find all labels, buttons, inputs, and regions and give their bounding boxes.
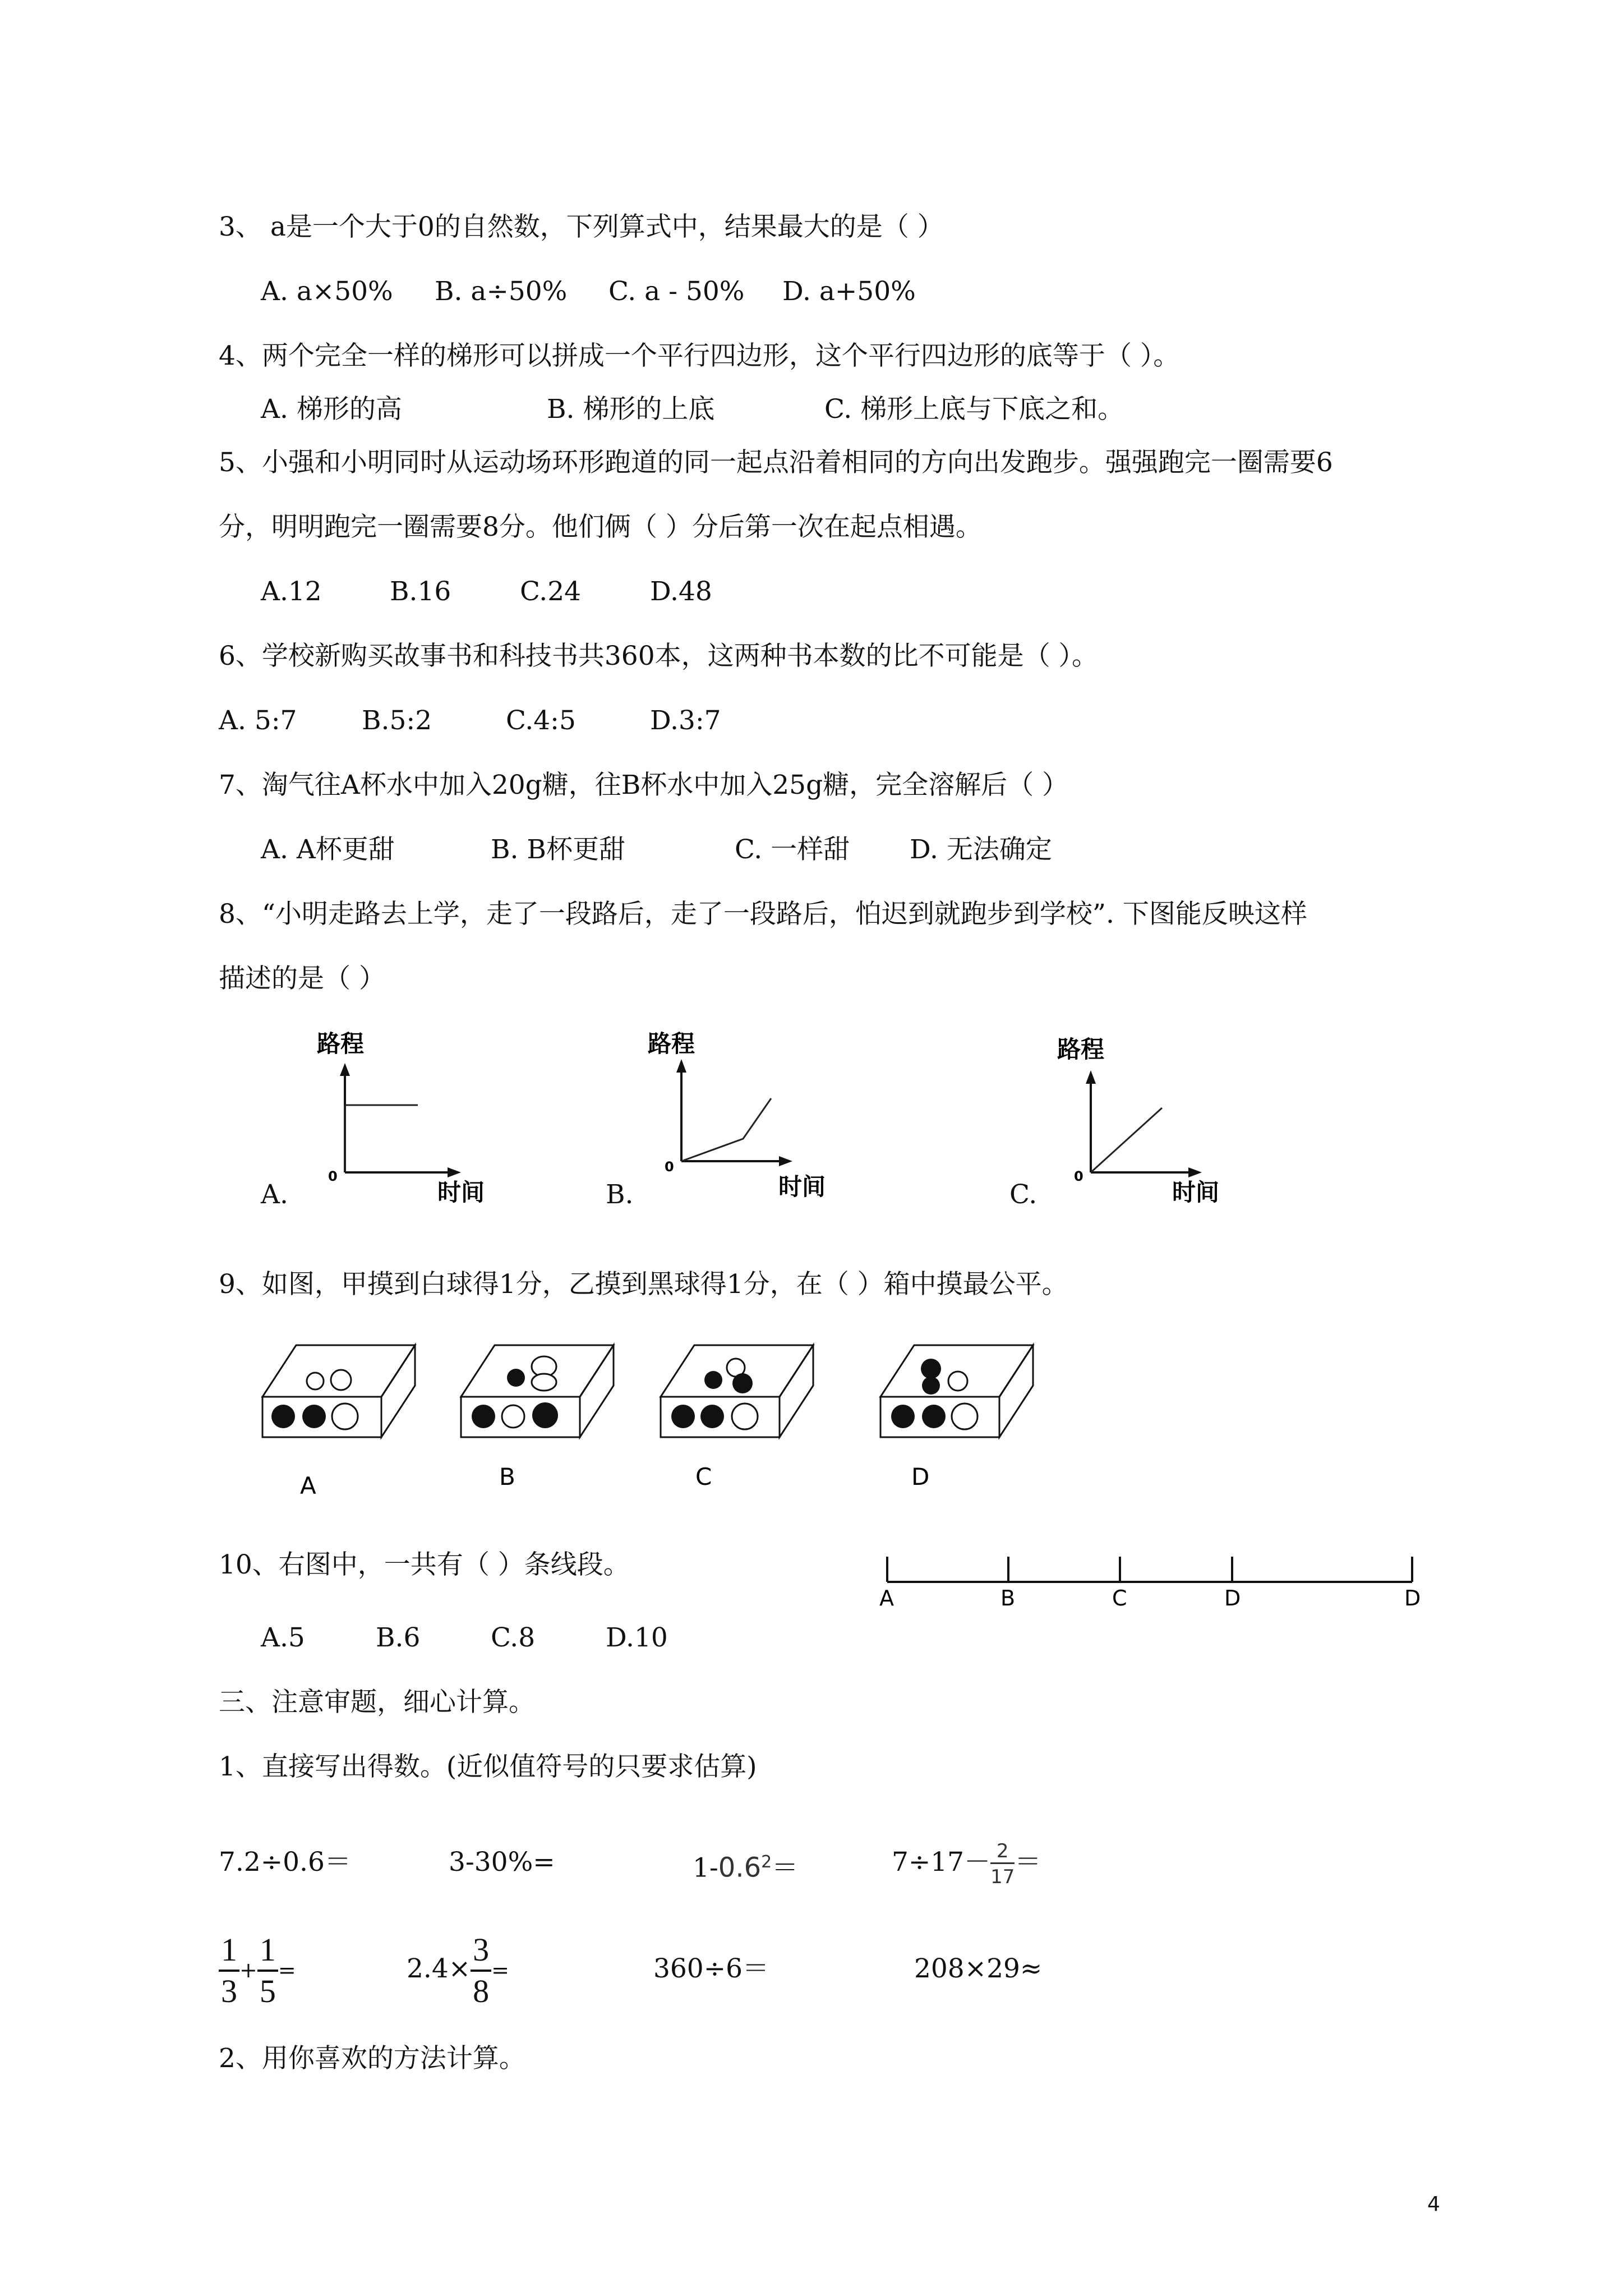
q7-option-a[interactable]: A. A杯更甜: [261, 834, 395, 865]
q10-stem: 10、右图中，一共有（ ）条线段。: [219, 1549, 630, 1580]
q8-graph-c-origin: 0: [1074, 1168, 1083, 1184]
q9-stem: 9、如图，甲摸到白球得1分，乙摸到黑球得1分，在（ ）箱中摸最公平。: [219, 1269, 1068, 1300]
q7-options: [261, 833, 1052, 867]
q5-option-c[interactable]: C.24: [520, 576, 582, 607]
q6-option-d[interactable]: D.3:7: [650, 705, 721, 736]
q9-box-d[interactable]: [880, 1345, 1033, 1490]
q8-graph-a-letter[interactable]: A.: [261, 1179, 288, 1210]
section3-sub2: 2、用你喜欢的方法计算。: [219, 2043, 525, 2074]
q8-graph-c[interactable]: [1038, 1032, 1251, 1240]
calc-e2: 3-30%=: [449, 1847, 555, 1878]
calc-e4: [892, 1837, 1041, 1888]
q5-line2: 分，明明跑完一圈需要8分。他们俩（ ）分后第一次在起点相遇。: [219, 512, 982, 542]
q10-options: [261, 1621, 668, 1655]
calc-e5-denominator2: 5: [259, 1973, 276, 2009]
calc-e3-exponent: 2: [761, 1852, 772, 1872]
calc-e5-numerator2: 1: [257, 1934, 278, 1972]
section3-title: 三、注意审题，细心计算。: [219, 1687, 535, 1718]
q3-option-b[interactable]: B. a÷50%: [435, 276, 568, 307]
q3-option-a[interactable]: A. a×50%: [261, 276, 393, 307]
q4-stem: 4、两个完全一样的梯形可以拼成一个平行四边形，这个平行四边形的底等于（ ）。: [219, 341, 1180, 371]
arrow-right-icon: [1188, 1167, 1202, 1177]
calc-e4-denominator: 17: [990, 1866, 1015, 1888]
q9-box-c[interactable]: [661, 1345, 813, 1490]
q10-segment-figure: [869, 1548, 1430, 1610]
q5-option-a[interactable]: A.12: [261, 576, 322, 607]
calc-e3: [693, 1846, 798, 1885]
arrow-up-icon: [340, 1063, 350, 1076]
q7-stem: 7、淘气往A杯水中加入20g糖，往B杯水中加入25g糖，完全溶解后（ ）: [219, 770, 1069, 800]
q5-option-d[interactable]: D.48: [650, 576, 712, 607]
calc-e5-plus: +: [239, 1958, 257, 1982]
q8-graph-a[interactable]: [303, 1027, 516, 1234]
q10-point-c: C: [1112, 1586, 1127, 1610]
q10-option-a[interactable]: A.5: [261, 1622, 305, 1653]
calc-e4-numerator: 2: [990, 1842, 1015, 1864]
q8-line1: 8、“小明走路去上学，走了一段路后，走了一段路后，怕迟到就跑步到学校”. 下图能反映这样: [219, 899, 1307, 930]
q7-option-d[interactable]: D. 无法确定: [910, 834, 1052, 865]
q8-graph-b-letter[interactable]: B.: [606, 1179, 634, 1210]
q7-option-b[interactable]: B. B杯更甜: [491, 834, 625, 865]
q8-graph-a-xlabel: 时间: [437, 1179, 485, 1206]
calc-e5-fraction1: [219, 1931, 239, 2009]
q9-box-b[interactable]: [461, 1345, 614, 1490]
calc-e4-suffix: ＝: [1015, 1847, 1041, 1878]
q6-options: [219, 704, 721, 738]
calc-e6-fraction: [471, 1931, 491, 2009]
calc-e7: 360÷6＝: [653, 1953, 769, 1984]
q4-options: [261, 393, 1124, 426]
q10-option-c[interactable]: C.8: [491, 1622, 536, 1653]
q8-graph-c-xlabel: 时间: [1172, 1179, 1220, 1206]
calc-e5-numerator1: 1: [219, 1934, 239, 1972]
q5-line1: 5、小强和小明同时从运动场环形跑道的同一起点沿着相同的方向出发跑步。强强跑完一圈需要6: [219, 447, 1333, 478]
q10-option-d[interactable]: D.10: [606, 1622, 668, 1653]
calc-e4-fraction: [990, 1842, 1015, 1887]
q3-option-c[interactable]: C. a - 50%: [608, 276, 745, 307]
calc-e4-prefix: 7÷17－: [892, 1847, 991, 1878]
q8-graph-c-curve: [1091, 1108, 1162, 1172]
q8-graph-a-ylabel: 路程: [317, 1030, 365, 1057]
calc-e5-fraction2: [257, 1931, 278, 2009]
q3-option-d[interactable]: D. a+50%: [782, 276, 916, 307]
q6-option-b[interactable]: B.5:2: [362, 705, 432, 736]
q9-box-b-label: B: [499, 1463, 515, 1490]
calc-e6-denominator: 8: [473, 1973, 490, 2009]
q9-box-a-label: A: [300, 1472, 316, 1499]
q10-point-d2: D: [1404, 1586, 1421, 1610]
q3-options: [261, 275, 916, 309]
q8-graph-c-ylabel: 路程: [1057, 1036, 1105, 1063]
q5-options: [261, 575, 712, 609]
arrow-up-icon: [676, 1059, 686, 1073]
calc-e5: [219, 1930, 296, 2009]
q7-option-c[interactable]: C. 一样甜: [735, 834, 850, 865]
q4-option-c[interactable]: C. 梯形上底与下底之和。: [824, 394, 1124, 425]
page-number: 4: [1427, 2193, 1440, 2216]
q9-box-d-label: D: [911, 1463, 930, 1490]
calc-e3-suffix: ＝: [772, 1852, 799, 1884]
q10-point-a: A: [879, 1586, 894, 1610]
q8-graph-b-curve: [681, 1098, 771, 1161]
q8-graph-c-letter[interactable]: C.: [1009, 1179, 1038, 1210]
arrow-right-icon: [448, 1167, 461, 1177]
q4-option-b[interactable]: B. 梯形的上底: [547, 394, 715, 425]
calc-e3-base: 0.6: [718, 1852, 762, 1884]
calc-e6-prefix: 2.4×: [407, 1953, 471, 1984]
q8-graph-b-xlabel: 时间: [778, 1173, 826, 1200]
calc-e6-numerator: 3: [471, 1934, 491, 1972]
q8-graph-b-ylabel: 路程: [648, 1030, 695, 1057]
q9-box-a[interactable]: [262, 1345, 415, 1499]
q8-line2: 描述的是（ ）: [219, 963, 385, 994]
calc-e5-denominator1: 3: [221, 1973, 237, 2009]
q6-option-c[interactable]: C.4:5: [506, 705, 576, 736]
arrow-right-icon: [779, 1156, 792, 1166]
calc-e5-suffix: =: [278, 1958, 296, 1982]
q6-stem: 6、学校新购买故事书和科技书共360本，这两种书本数的比不可能是（ ）。: [219, 641, 1099, 671]
q5-option-b[interactable]: B.16: [390, 576, 451, 607]
q10-point-d1: D: [1224, 1586, 1241, 1610]
calc-e1: 7.2÷0.6＝: [219, 1847, 351, 1878]
calc-e8: 208×29≈: [914, 1953, 1043, 1984]
arrow-up-icon: [1086, 1070, 1096, 1084]
q8-graph-b[interactable]: [634, 1027, 847, 1234]
q6-option-a[interactable]: A. 5:7: [219, 705, 297, 736]
section3-sub1: 1、直接写出得数。(近似值符号的只要求估算): [219, 1751, 757, 1782]
q10-option-b[interactable]: B.6: [376, 1622, 421, 1653]
q8-graph-a-origin: 0: [328, 1168, 338, 1184]
calc-e3-prefix: 1-: [693, 1852, 718, 1884]
calc-e6: [407, 1930, 509, 2009]
q4-option-a[interactable]: A. 梯形的高: [261, 394, 402, 425]
q3-stem: 3、 a是一个大于0的自然数，下列算式中，结果最大的是（ ）: [219, 211, 944, 242]
q9-boxes-figure: [252, 1335, 1060, 1515]
q10-point-b: B: [1000, 1586, 1016, 1610]
q8-graph-b-origin: 0: [665, 1159, 674, 1175]
q9-box-c-label: C: [695, 1463, 712, 1490]
calc-e6-suffix: =: [491, 1958, 509, 1982]
